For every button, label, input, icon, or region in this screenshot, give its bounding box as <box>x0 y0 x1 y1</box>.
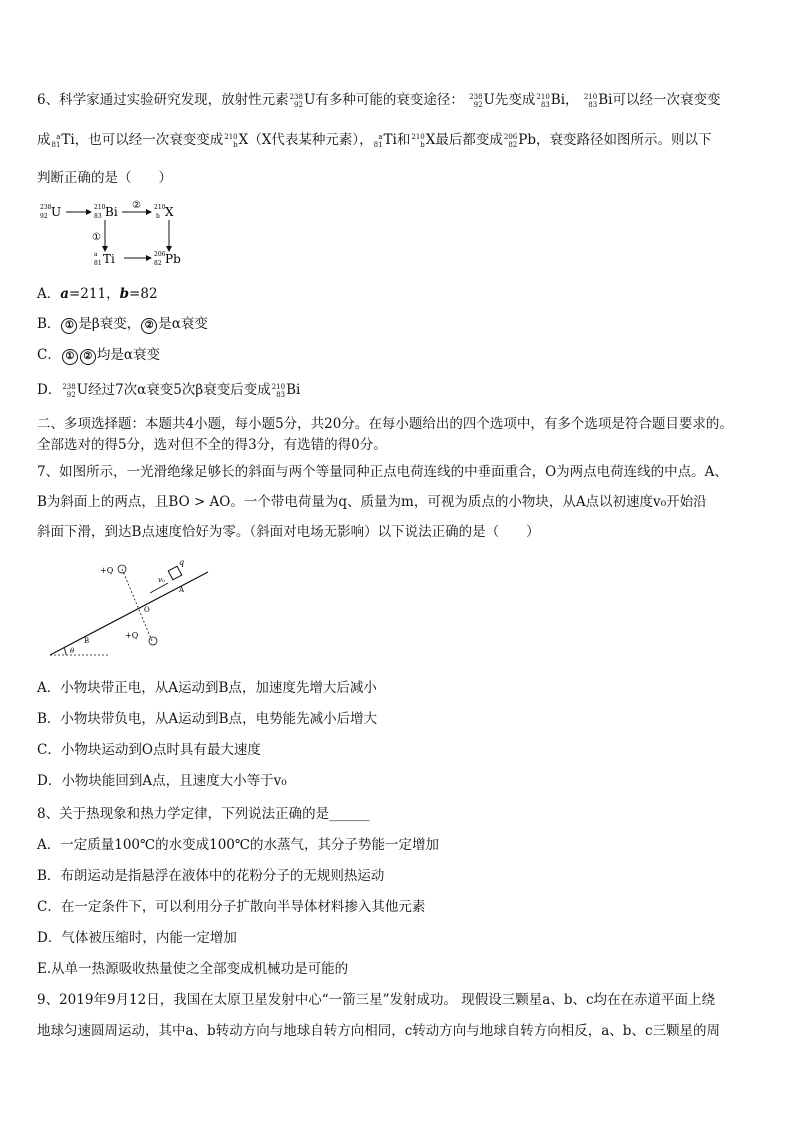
q6-option-b: B． ① 是β衰变， ② 是α衰变 <box>37 316 208 332</box>
q9-line2: 地球匀速圆周运动，其中a、b转动方向与地球自转方向相同，c转动方向与地球自转方向相反，a、b、c三颗星的周 <box>37 1023 721 1039</box>
v0-label: v₀ <box>158 576 165 584</box>
nuclide-x: 210 b <box>224 132 238 149</box>
q7-line3: 斜面下滑，到达B点速度恰好为零。（斜面对电场无影响）以下说法正确的是（ ） <box>37 524 540 540</box>
incline-line <box>50 572 208 655</box>
nuclide-bi210-d: 210 83 <box>271 382 286 399</box>
arrowhead-ti-pb <box>146 255 152 261</box>
nuclide-pb206: 206 82 <box>503 132 518 149</box>
charge-bottom-label: +Q <box>125 631 139 640</box>
charge-q-label: q <box>179 558 185 567</box>
block-icon <box>168 566 182 580</box>
section2-line1: 二、多项选择题：本题共4小题，每小题5分，共20分。在每小题给出的四个选项中，有多个选项是符合题目要求的。 <box>37 416 733 432</box>
nuclide-u238-2: 238 92 <box>469 92 483 109</box>
nuclide-ti: a 81 <box>51 132 61 149</box>
q8-option-a: A．一定质量100℃的水变成100℃的水蒸气，其分子势能一定增加 <box>37 837 439 853</box>
arrowhead-bi-x <box>146 209 152 215</box>
svg-text:a: a <box>94 251 98 258</box>
svg-text:92: 92 <box>40 213 48 220</box>
circled-2-icon: ② <box>141 318 157 334</box>
q6-line3: 判断正确的是（ ） <box>37 170 172 186</box>
theta-label: θ <box>70 647 75 655</box>
nuclide-u238-d: 238 92 <box>62 382 76 399</box>
charge-top-label: +Q <box>100 566 114 575</box>
incline-figure-svg <box>40 555 220 660</box>
nuclide-x-2: 210 b <box>411 132 425 149</box>
q8-stem: 8、关于热现象和热力学定律，下列说法正确的是______ <box>37 806 370 822</box>
q7-option-a: A．小物块带正电，从A运动到B点，加速度先增大后减小 <box>37 680 377 696</box>
svg-text:Ti: Ti <box>103 252 115 266</box>
q6-line2: 成 a 81 Ti，也可以经一次衰变变成 210 b X（X代表某种元素）， a 81 Ti和 210 b X最后都变成 206 82 Pb，衰变路径如图所示。则以下 <box>37 132 712 149</box>
svg-text:b: b <box>156 213 160 220</box>
q8-option-d: D．气体被压缩时，内能一定增加 <box>37 930 237 946</box>
q7-option-b: B．小物块带负电，从A运动到B点，电势能先减小后增大 <box>37 711 378 727</box>
step2-label: ② <box>132 200 141 211</box>
diag-ti <box>94 251 115 267</box>
svg-text:Pb: Pb <box>165 252 181 266</box>
svg-text:U: U <box>51 205 62 219</box>
point-b-label: B <box>84 637 90 645</box>
svg-text:83: 83 <box>94 213 102 220</box>
q7-option-c: C．小物块运动到O点时具有最大速度 <box>37 742 261 758</box>
theta-arc <box>64 648 66 655</box>
arrowhead-u-bi <box>86 209 92 215</box>
diag-u238 <box>40 204 61 220</box>
point-a-label: A <box>179 586 185 594</box>
nuclide-bi210: 210 83 <box>536 92 550 109</box>
q7-line1: 7、如图所示，一光滑绝缘足够长的斜面与两个等量同种正点电荷连线的中垂面重合，O为两点电荷连线的中点。A、 <box>37 464 728 480</box>
diag-bi210 <box>94 204 118 220</box>
q8-option-b: B．布朗运动是指悬浮在液体中的花粉分子的无规则热运动 <box>37 868 385 884</box>
q7-option-d: D．小物块能回到A点，且速度大小等于v₀ <box>37 773 287 789</box>
svg-text:210: 210 <box>154 204 166 211</box>
svg-text:82: 82 <box>154 260 162 267</box>
svg-text:Bi: Bi <box>105 205 118 219</box>
step1-label: ① <box>92 232 101 243</box>
nuclide-u238: 238 92 <box>289 92 303 109</box>
circled-2-icon: ② <box>80 349 96 365</box>
q6-option-c: C． ① ② 均是α衰变 <box>37 347 160 363</box>
diag-pb <box>154 251 181 267</box>
svg-text:238: 238 <box>40 204 52 211</box>
velocity-arrow <box>150 583 168 593</box>
q8-option-e: E.从单一热源吸收热量使之全部变成机械功是可能的 <box>37 961 349 977</box>
q9-line1: 9、2019年9月12日，我国在太原卫星发射中心“一箭三星”发射成功。 现假设三颗星a、b、c均在在赤道平面上绕 <box>37 992 716 1008</box>
nuclide-ti-2: a 81 <box>373 132 383 149</box>
svg-text:206: 206 <box>154 251 166 258</box>
q7-line2: B为斜面上的两点，且BO > AO。一个带电荷量为q、质量为m，可视为质点的小物块，从A点以初速度v₀开始沿 <box>37 494 707 510</box>
decay-diagram-svg <box>38 200 198 270</box>
point-o-label: O <box>144 606 150 614</box>
decay-diagram <box>38 200 198 270</box>
circled-1-icon: ① <box>62 349 78 365</box>
nuclide-bi210-2: 210 83 <box>583 92 598 109</box>
q6-line1: 6、科学家通过实验研究发现，放射性元素 238 92 U有多种可能的衰变途径： 238 92 U先变成 210 83 Bi， 210 83 Bi可以经一次衰变变 <box>37 92 721 109</box>
svg-text:210: 210 <box>94 204 106 211</box>
circled-1-icon: ① <box>61 318 77 334</box>
q6-option-a: A．a=211，b=82 <box>37 286 158 302</box>
svg-text:X: X <box>165 205 174 219</box>
diag-x <box>154 204 174 220</box>
q6-number: 6、 <box>37 92 60 108</box>
q6-option-d: D． 238 92 U经过7次α衰变5次β衰变后变成 210 83 Bi <box>37 382 301 399</box>
q8-option-c: C．在一定条件下，可以利用分子扩散向半导体材料掺入其他元素 <box>37 899 426 915</box>
charge-bottom-icon <box>149 637 157 645</box>
section2-line2: 全部选对的得5分，选对但不全的得3分，有选错的得0分。 <box>37 437 387 453</box>
svg-text:81: 81 <box>94 260 102 267</box>
incline-figure <box>40 555 220 660</box>
